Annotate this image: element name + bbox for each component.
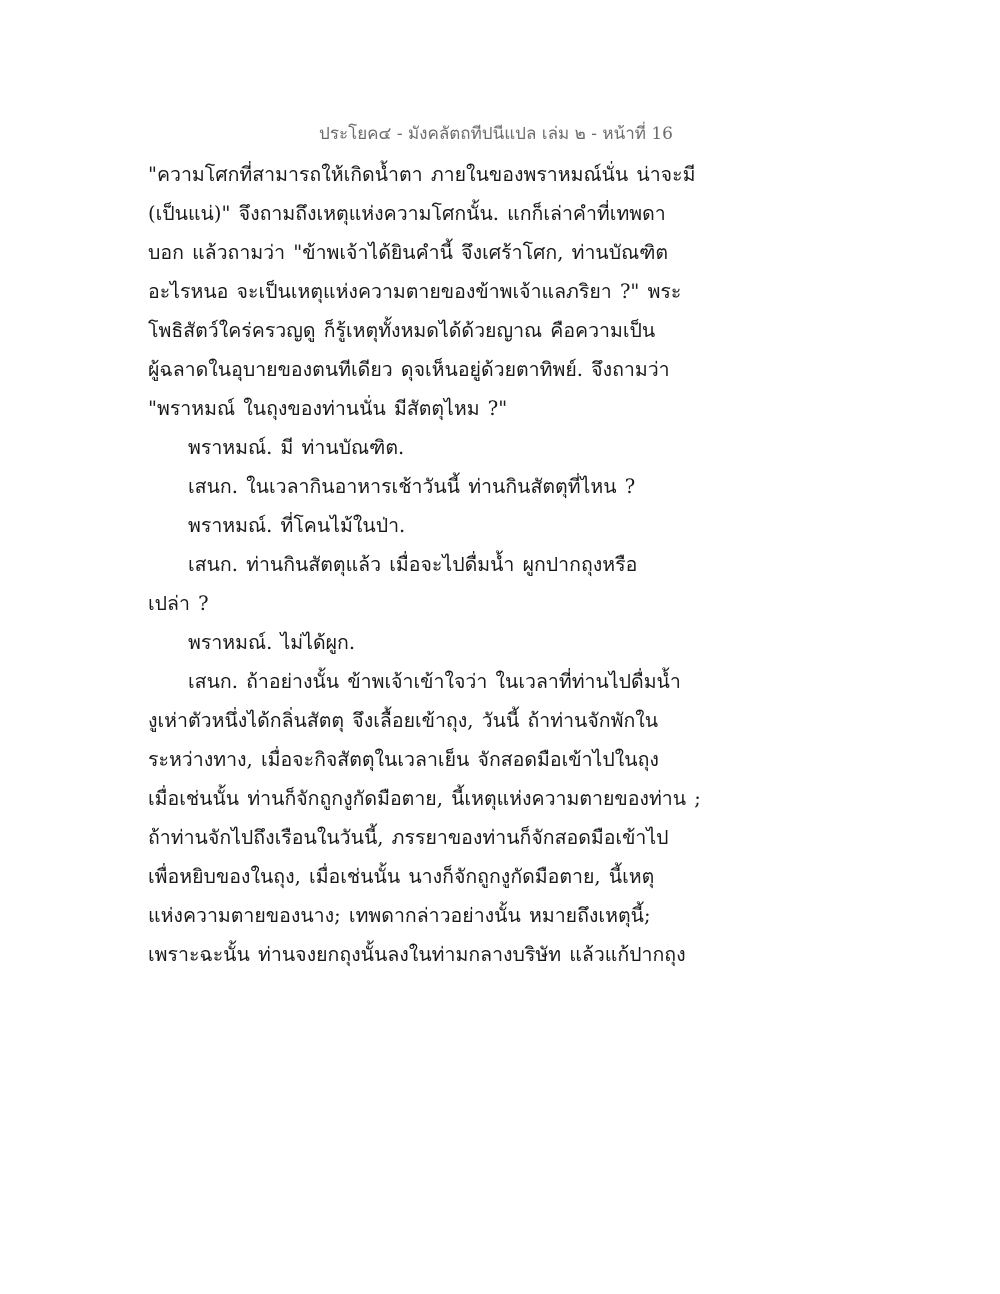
text-line: เพื่อหยิบของในถุง, เมื่อเช่นนั้น นางก็จักถูกงูกัดมือตาย, นี้เหตุ: [148, 865, 655, 888]
text-line: "พราหมณ์ ในถุงของท่านนั่น มีสัตตุไหม ?": [148, 397, 508, 420]
dialogue-line: พราหมณ์. มี ท่านบัณฑิต.: [188, 436, 405, 459]
dialogue-line: พราหมณ์. ไม่ได้ผูก.: [188, 631, 356, 654]
dialogue-line: เสนก. ในเวลากินอาหารเช้าวันนี้ ท่านกินสัตตุที่ไหน ?: [188, 475, 636, 498]
text-line: แห่งความตายของนาง; เทพดากล่าวอย่างนั้น หมายถึงเหตุนี้;: [148, 904, 651, 927]
dialogue-line: เสนก. ถ้าอย่างนั้น ข้าพเจ้าเข้าใจว่า ในเวลาที่ท่านไปดื่มน้ำ: [188, 670, 681, 693]
text-line: ระหว่างทาง, เมื่อจะกิจสัตตุในเวลาเย็น จักสอดมือเข้าไปในถุง: [148, 748, 659, 771]
text-line: งูเห่าตัวหนึ่งได้กลิ่นสัตตุ จึงเลื้อยเข้าถุง, วันนี้ ถ้าท่านจักพักใน: [148, 709, 659, 732]
text-line: บอก แล้วถามว่า "ข้าพเจ้าได้ยินคำนี้ จึงเศร้าโศก, ท่านบัณฑิต: [148, 241, 669, 264]
dialogue-line: เสนก. ท่านกินสัตตุแล้ว เมื่อจะไปดื่มน้ำ ผูกปากถุงหรือ: [188, 553, 638, 576]
text-line: (เป็นแน่)" จึงถามถึงเหตุแห่งความโศกนั้น. แกก็เล่าคำที่เทพดา: [148, 202, 666, 225]
text-line: เพราะฉะนั้น ท่านจงยกถุงนั้นลงในท่ามกลางบริษัท แล้วแก้ปากถุง: [148, 943, 686, 966]
dialogue-line: พราหมณ์. ที่โคนไม้ในป่า.: [188, 514, 406, 537]
text-line: โพธิสัตว์ใคร่ครวญดู ก็รู้เหตุทั้งหมดได้ด้วยญาณ คือความเป็น: [148, 319, 656, 342]
text-line: ผู้ฉลาดในอุบายของตนทีเดียว ดุจเห็นอยู่ด้วยตาทิพย์. จึงถามว่า: [148, 358, 670, 381]
text-line: เปล่า ?: [148, 592, 209, 615]
text-line: เมื่อเช่นนั้น ท่านก็จักถูกงูกัดมือตาย, นี้เหตุแห่งความตายของท่าน ;: [148, 787, 701, 810]
body-text: [148, 155, 701, 974]
running-header: ประโยค๔ - มังคลัตถทีปนีแปล เล่ม ๒ - หน้าที่ 16: [319, 124, 673, 144]
text-line: "ความโศกที่สามารถให้เกิดน้ำตา ภายในของพราหมณ์นั่น น่าจะมี: [148, 163, 696, 186]
text-line: ถ้าท่านจักไปถึงเรือนในวันนี้, ภรรยาของท่านก็จักสอดมือเข้าไป: [148, 826, 669, 849]
text-line: อะไรหนอ จะเป็นเหตุแห่งความตายของข้าพเจ้าแลภริยา ?" พระ: [148, 280, 682, 303]
